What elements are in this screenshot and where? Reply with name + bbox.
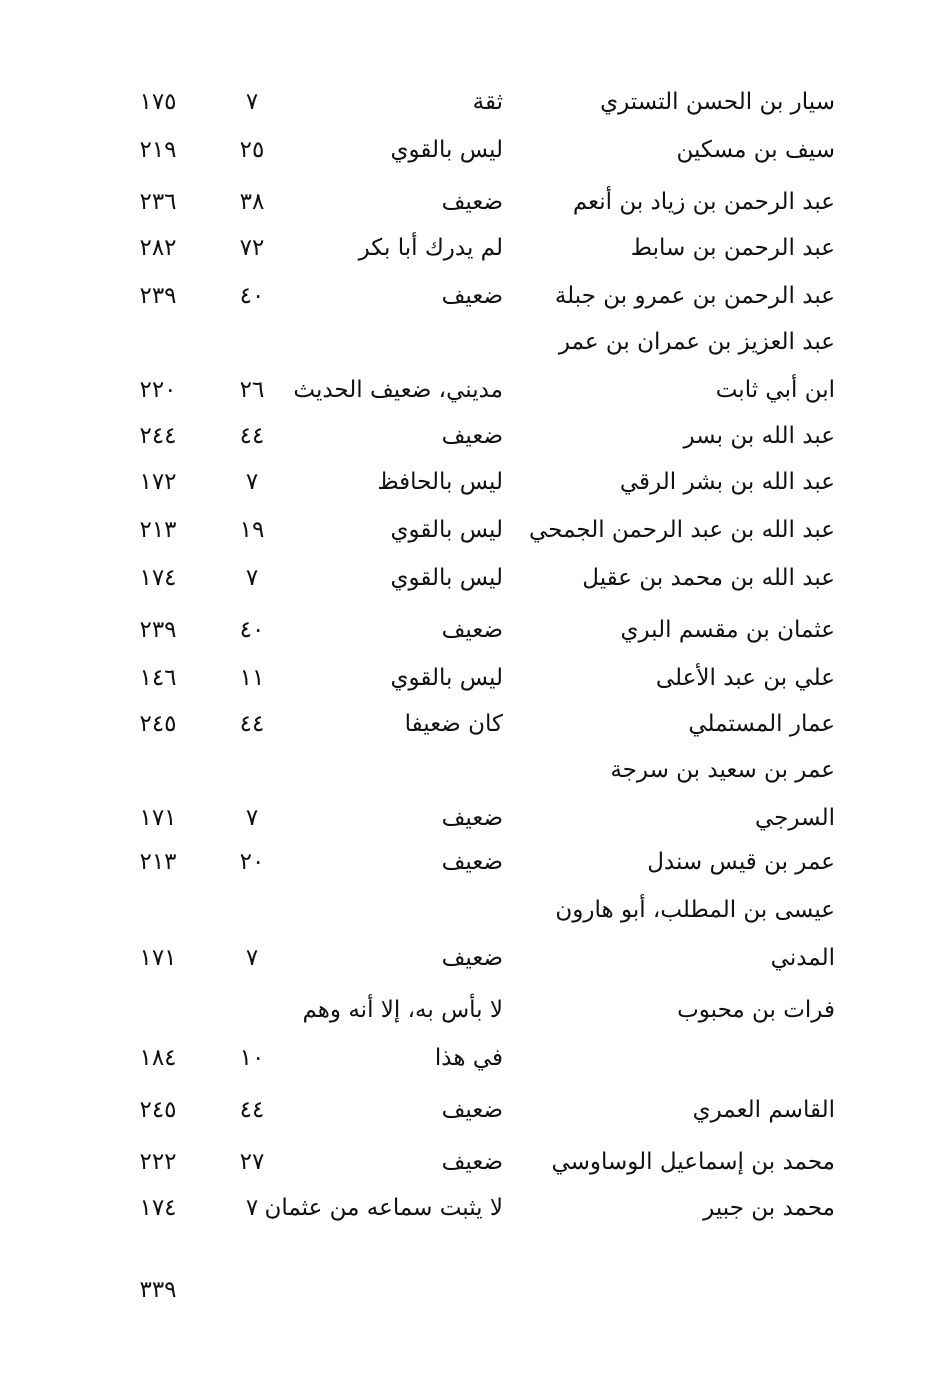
- narrator-name: محمد بن إسماعيل الوساوسي: [551, 1149, 835, 1175]
- reference-number: [222, 322, 282, 362]
- table-row: [0, 842, 940, 882]
- narrator-name: سيار بن الحسن التستري: [600, 89, 835, 115]
- reference-number: ٤٠: [239, 617, 265, 643]
- page-reference: ١٧٢: [139, 469, 177, 495]
- grade-text: ضعيف: [441, 189, 503, 215]
- reference-number: ٢٧: [239, 1149, 265, 1175]
- reference-number: ٤٠: [239, 283, 265, 309]
- reference-number: ١١: [239, 665, 265, 691]
- grade-text: ضعيف: [441, 423, 503, 449]
- table-row: [0, 82, 940, 122]
- page-reference: ٢٨٢: [139, 235, 177, 261]
- grade-text: في هذا: [434, 1045, 503, 1071]
- page-reference: ١٧٤: [139, 565, 177, 591]
- page-reference: ٢٣٩: [139, 617, 177, 643]
- narrator-name: عبد الرحمن بن عمرو بن جبلة: [554, 283, 835, 309]
- reference-number: ١٠: [239, 1045, 265, 1071]
- grade-text: مديني، ضعيف الحديث: [293, 377, 503, 403]
- narrator-name: عبد العزيز بن عمران بن عمر: [558, 329, 835, 355]
- page-reference: ١٨٤: [139, 1045, 177, 1071]
- grade-text: ضعيف: [441, 805, 503, 831]
- table-row: [0, 1038, 940, 1078]
- page-reference: ٢٤٥: [139, 1097, 177, 1123]
- reference-number: ٣٨: [239, 189, 265, 215]
- table-row: [0, 130, 940, 170]
- grade-text: ثقة: [472, 89, 503, 115]
- grade-text: ضعيف: [441, 849, 503, 875]
- page-reference: ١٧١: [139, 945, 177, 971]
- narrator-name: محمد بن جبير: [703, 1195, 835, 1221]
- narrator-name: ابن أبي ثابت: [715, 377, 835, 403]
- grade-text: لا يثبت سماعه من عثمان: [264, 1195, 503, 1221]
- table-row: [0, 1090, 940, 1130]
- grade-text: ليس بالقوي: [390, 665, 503, 691]
- table-row: [0, 276, 940, 316]
- table-row: [0, 370, 940, 410]
- narrator-name: عيسى بن المطلب، أبو هارون: [555, 897, 835, 923]
- page-reference: ٢٢٠: [139, 377, 177, 403]
- page-reference: [118, 890, 198, 930]
- grade-text: ضعيف: [441, 617, 503, 643]
- grade-text: ليس بالقوي: [390, 517, 503, 543]
- page-reference: ٢٣٩: [139, 283, 177, 309]
- table-row: [0, 228, 940, 268]
- table-row: [0, 416, 940, 456]
- reference-number: ٢٠: [239, 849, 265, 875]
- narrator-name: السرجي: [755, 805, 835, 831]
- page-reference: ٢٢٢: [139, 1149, 177, 1175]
- page-reference: ٢٤٥: [139, 711, 177, 737]
- page-number: ٣٣٩: [139, 1277, 177, 1303]
- narrator-name: سيف بن مسكين: [676, 137, 835, 163]
- table-row: [0, 322, 940, 362]
- grade-text: ضعيف: [441, 1149, 503, 1175]
- page-reference: ١٤٦: [139, 665, 177, 691]
- narrator-name: المدني: [770, 945, 835, 971]
- reference-number: ٧: [245, 805, 259, 831]
- page-reference: ٢١٣: [139, 849, 177, 875]
- narrator-name: عبد الرحمن بن زياد بن أنعم: [572, 189, 835, 215]
- reference-number: [222, 750, 282, 790]
- page-reference: ٢٣٦: [139, 189, 177, 215]
- grade-text: ليس بالحافظ: [377, 469, 503, 495]
- page-reference: ٢٤٤: [139, 423, 177, 449]
- narrator-name: فرات بن محبوب: [677, 997, 835, 1023]
- reference-number: ٧: [245, 89, 259, 115]
- page-reference: ١٧٥: [139, 89, 177, 115]
- table-row: [0, 558, 940, 598]
- narrator-name: عبد الله بن محمد بن عقيل: [582, 565, 835, 591]
- narrator-name: عبد الله بن بسر: [683, 423, 835, 449]
- table-row: [0, 1188, 940, 1228]
- table-row: [0, 798, 940, 838]
- narrator-name: عبد الله بن بشر الرقي: [619, 469, 835, 495]
- narrator-name: عمر بن سعيد بن سرجة: [610, 757, 835, 783]
- narrator-name: عبد الرحمن بن سابط: [630, 235, 835, 261]
- reference-number: ٧: [245, 469, 259, 495]
- page-reference: ١٧٤: [139, 1195, 177, 1221]
- narrator-name: عمار المستملي: [688, 711, 835, 737]
- table-row: [0, 704, 940, 744]
- table-row: [0, 938, 940, 978]
- reference-number: ٧: [245, 565, 259, 591]
- table-row: [0, 890, 940, 930]
- page-reference: ٢١٩: [139, 137, 177, 163]
- narrator-name: عبد الله بن عبد الرحمن الجمحي: [529, 517, 835, 543]
- page-reference: [118, 990, 198, 1030]
- grade-text: ليس بالقوي: [390, 565, 503, 591]
- table-row: [0, 750, 940, 790]
- reference-number: ٢٥: [239, 137, 265, 163]
- reference-number: ٢٦: [239, 377, 265, 403]
- reference-number: [222, 890, 282, 930]
- page-reference: [118, 322, 198, 362]
- table-row: [0, 990, 940, 1030]
- page-reference: ١٧١: [139, 805, 177, 831]
- table-row: [0, 658, 940, 698]
- grade-text: ضعيف: [441, 1097, 503, 1123]
- reference-number: ٤٤: [239, 711, 265, 737]
- narrator-name: علي بن عبد الأعلى: [655, 665, 835, 691]
- reference-number: ٧: [245, 945, 259, 971]
- grade-text: لم يدرك أبا بكر: [358, 235, 503, 261]
- reference-number: ٤٤: [239, 1097, 265, 1123]
- grade-text: ضعيف: [441, 945, 503, 971]
- table-row: [0, 462, 940, 502]
- table-row: [0, 1142, 940, 1182]
- reference-number: ٧: [245, 1195, 259, 1221]
- table-row: [0, 510, 940, 550]
- page-reference: ٢١٣: [139, 517, 177, 543]
- grade-text: ليس بالقوي: [390, 137, 503, 163]
- table-row: [0, 182, 940, 222]
- reference-number: [222, 990, 282, 1030]
- grade-text: لا بأس به، إلا أنه وهم: [302, 997, 503, 1023]
- page-reference: [118, 750, 198, 790]
- narrator-name: القاسم العمري: [692, 1097, 835, 1123]
- narrator-name: عمر بن قيس سندل: [647, 849, 835, 875]
- grade-text: كان ضعيفا: [404, 711, 503, 737]
- grade-text: ضعيف: [441, 283, 503, 309]
- narrator-name: عثمان بن مقسم البري: [620, 617, 835, 643]
- table-row: [0, 610, 940, 650]
- reference-number: ٧٢: [239, 235, 265, 261]
- reference-number: ٤٤: [239, 423, 265, 449]
- reference-number: ١٩: [239, 517, 265, 543]
